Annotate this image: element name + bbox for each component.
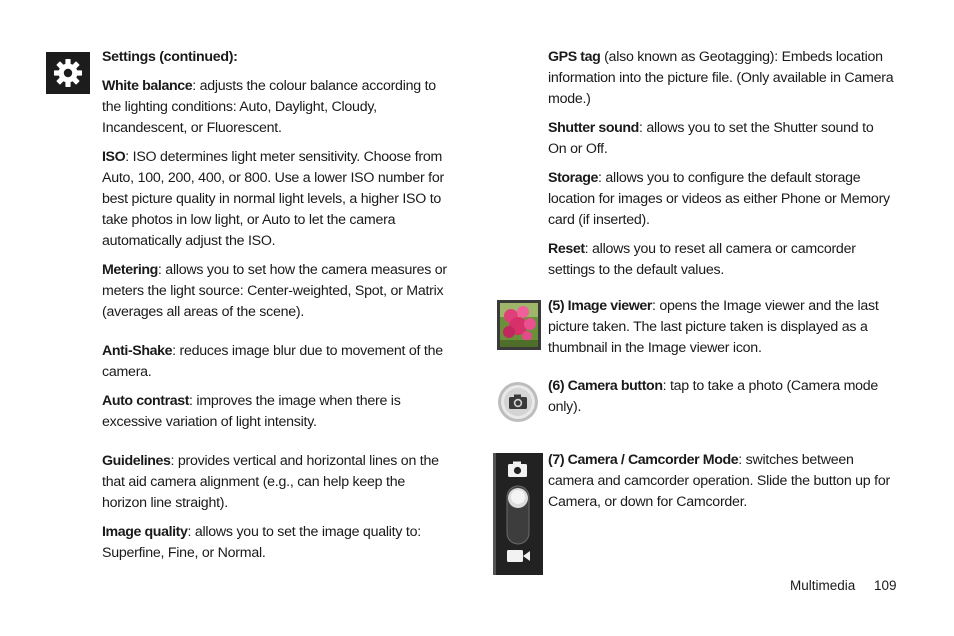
camera-button-block	[548, 376, 894, 426]
item-guidelines: Guidelines: provides vertical and horizontal lines on the that aid camera alignment (e.g., can help keep the horizon line straight).	[102, 453, 439, 511]
item-shutter-sound: Shutter sound: allows you to set the Shutter sound to On or Off.	[548, 120, 874, 157]
image-viewer-block	[548, 296, 894, 367]
camera-button-icon	[497, 381, 539, 423]
item-gps-tag: GPS tag (also known as Geotagging): Embeds location information into the picture file. (Only available in Camera mode.)	[548, 49, 894, 107]
item-white-balance: White balance: adjusts the colour balance according to the lighting conditions: Auto, Daylight, Cloudy, Incandescent, or Fluorescent.	[102, 78, 436, 136]
page-number: 109	[874, 578, 897, 593]
item-iso: ISO: ISO determines light meter sensitivity. Choose from Auto, 100, 200, 400, or 800. Use a lower ISO number for best picture quality in normal light levels, a higher ISO to take photos in low light, or Auto to let the camera automatically adjust the ISO.	[102, 149, 444, 249]
item-anti-shake: Anti-Shake: reduces image blur due to movement of the camera.	[102, 343, 443, 380]
item-camera-camcorder-mode: (7) Camera / Camcorder Mode: switches between camera and camcorder operation. Slide the button up for Camera, or down for Camcorder.	[548, 452, 890, 510]
item-image-quality: Image quality: allows you to set the image quality to: Superfine, Fine, or Normal.	[102, 524, 421, 561]
right-column	[548, 47, 894, 289]
item-storage: Storage: allows you to configure the default storage location for images or videos as either Phone or Memory card (if inserted).	[548, 170, 890, 228]
image-viewer-thumbnail-icon	[497, 300, 541, 350]
mode-switch-block	[548, 450, 894, 521]
item-camera-button: (6) Camera button: tap to take a photo (Camera mode only).	[548, 378, 879, 415]
section-heading: Settings (continued):	[102, 49, 238, 65]
footer-section-label: Multimedia	[790, 578, 856, 593]
gear-icon	[46, 52, 90, 94]
item-metering: Metering: allows you to set how the camera measures or meters the light source: Center-weighted, Spot, or Matrix (averages all areas of the scene).	[102, 262, 447, 320]
item-image-viewer: (5) Image viewer: opens the Image viewer and the last picture taken. The last picture taken is displayed as a thumbnail in the Image viewer icon.	[548, 298, 879, 356]
camera-camcorder-switch-icon	[493, 453, 543, 575]
item-auto-contrast: Auto contrast: improves the image when there is excessive variation of light intensity.	[102, 393, 401, 430]
item-reset: Reset: allows you to reset all camera or camcorder settings to the default values.	[548, 241, 856, 278]
left-column	[102, 47, 448, 572]
